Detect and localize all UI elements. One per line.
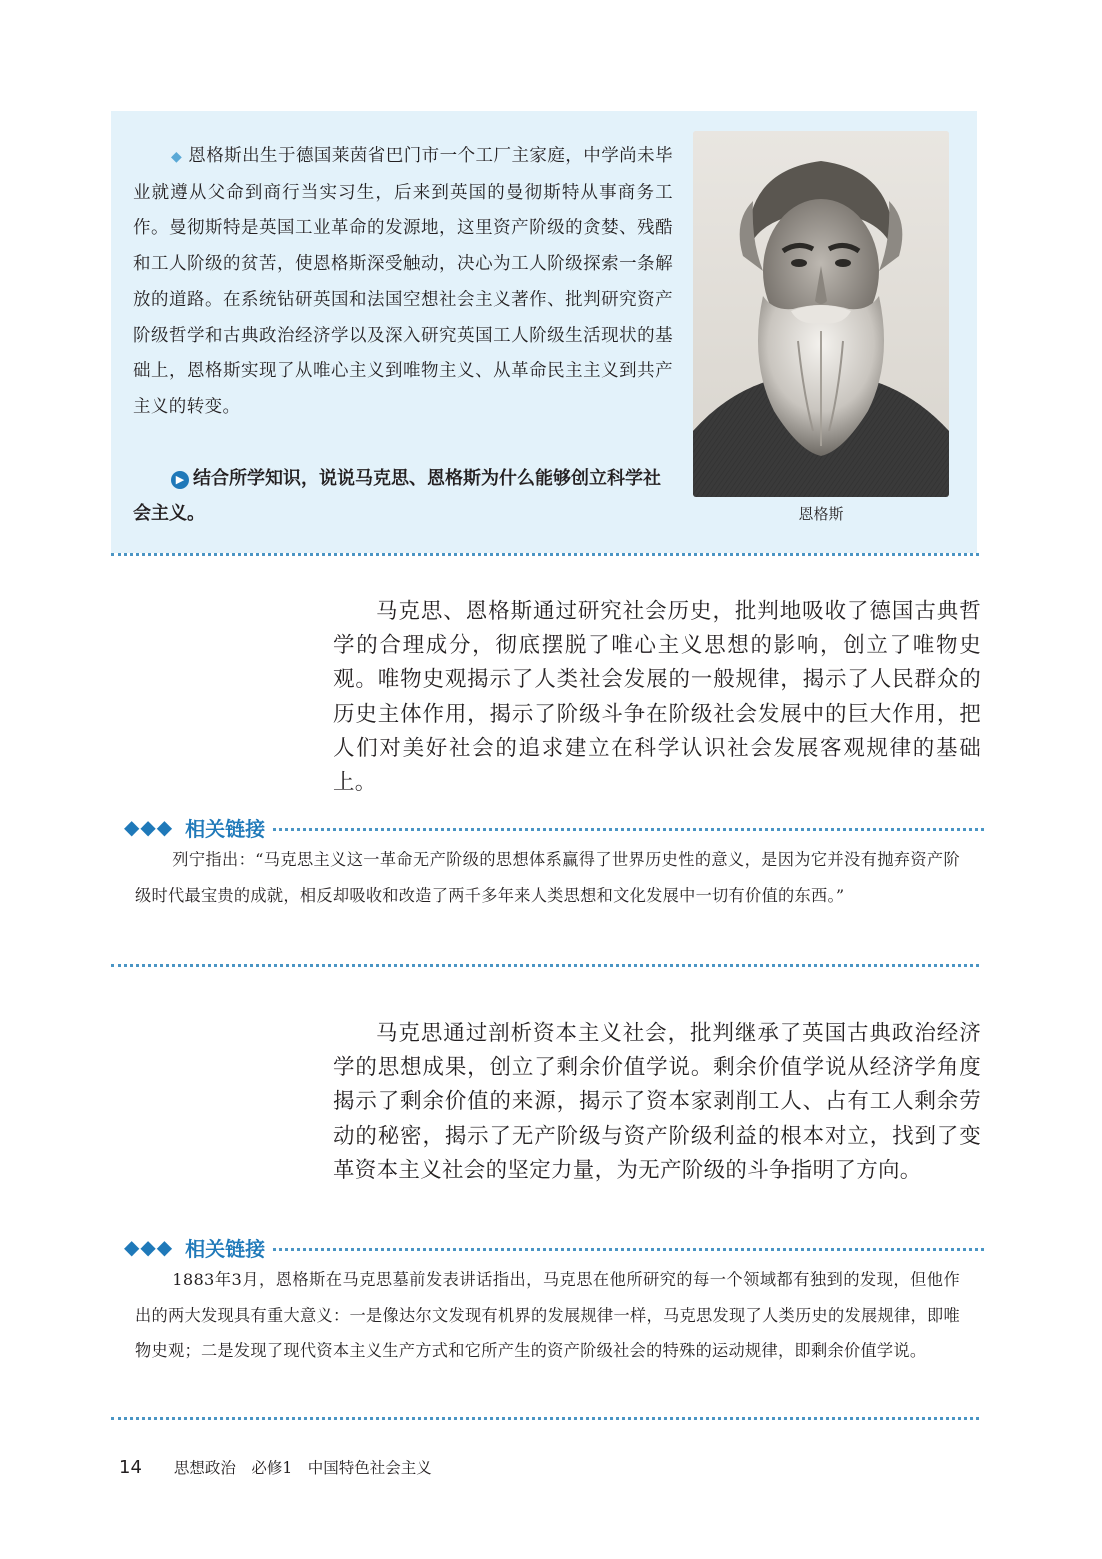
body-paragraph: 马克思、恩格斯通过研究社会历史，批判地吸收了德国古典哲学的合理成分，彻底摆脱了唯心主义思想的影响，创立了唯物史观。唯物史观揭示了人类社会发展的一般规律，揭示了人民群众的历史主体作用，揭示了阶级斗争在阶级社会发展中的巨大作用，把人们对美好社会的追求建立在科学认识社会发展客观规律的基础上。 bbox=[333, 599, 981, 796]
diamond-icon: ◆◆◆ bbox=[124, 1235, 174, 1259]
info-question bbox=[133, 461, 673, 531]
body-paragraph: 马克思通过剖析资本主义社会，批判继承了英国古典政治经济学的思想成果，创立了剩余价值学说。剩余价值学说从经济学角度揭示了剩余价值的来源，揭示了资本家剥削工人、占有工人剩余劳动的秘密，揭示了无产阶级与资产阶级利益的根本对立，找到了变革资本主义社会的坚定力量，为无产阶级的斗争指明了方向。 bbox=[333, 1021, 981, 1183]
book-title: 思想政治 必修1 中国特色社会主义 bbox=[173, 1459, 432, 1477]
related-link-header bbox=[124, 1233, 984, 1261]
related-link-header bbox=[124, 813, 984, 841]
divider bbox=[111, 553, 979, 556]
info-paragraph-text: 恩格斯出生于德国莱茵省巴门市一个工厂主家庭，中学尚未毕业就遵从父命到商行当实习生，后来到英国的曼彻斯特从事商务工作。曼彻斯特是英国工业革命的发源地，这里资产阶级的贪婪、残酷和工人阶级的贫苦，使恩格斯深受触动，决心为工人阶级探索一条解放的道路。在系统钻研英国和法国空想社会主义著作、批判研究资产阶级哲学和古典政治经济学以及深入研究英国工人阶级生活现状的基础上，恩格斯实现了从唯心主义到唯物主义、从革命民主主义到共产主义的转变。 bbox=[133, 146, 673, 417]
divider bbox=[111, 1417, 979, 1420]
page-footer bbox=[119, 1456, 432, 1484]
portrait-image bbox=[693, 131, 949, 497]
related-link-title: 相关链接 bbox=[185, 816, 266, 841]
engels-portrait bbox=[693, 131, 949, 497]
diamond-icon: ◆ bbox=[171, 149, 183, 165]
divider bbox=[273, 828, 984, 831]
divider bbox=[111, 964, 979, 967]
divider bbox=[273, 1248, 984, 1251]
info-question-text: 结合所学知识，说说马克思、恩格斯为什么能够创立科学社会主义。 bbox=[133, 468, 661, 524]
info-box bbox=[111, 111, 977, 553]
diamond-icon: ◆◆◆ bbox=[124, 815, 174, 839]
portrait-caption: 恩格斯 bbox=[798, 505, 844, 523]
arrow-right-icon: ▶ bbox=[171, 471, 189, 489]
related-link-text: 列宁指出：“马克思主义这一革命无产阶级的思想体系赢得了世界历史性的意义，是因为它并没有抛弃资产阶级时代最宝贵的成就，相反却吸收和改造了两千多年来人类思想和文化发展中一切有价值的东西。” bbox=[135, 850, 960, 905]
page-number: 14 bbox=[119, 1457, 142, 1478]
related-link-title: 相关链接 bbox=[185, 1236, 266, 1261]
info-paragraph bbox=[133, 139, 673, 426]
related-link-text: 1883年3月，恩格斯在马克思墓前发表讲话指出，马克思在他所研究的每一个领域都有独到的发现，但他作出的两大发现具有重大意义：一是像达尔文发现有机界的发展规律一样，马克思发现了人类历史的发展规律，即唯物史观；二是发现了现代资本主义生产方式和它所产生的资产阶级社会的特殊的运动规律，即剩余价值学说。 bbox=[135, 1270, 960, 1360]
